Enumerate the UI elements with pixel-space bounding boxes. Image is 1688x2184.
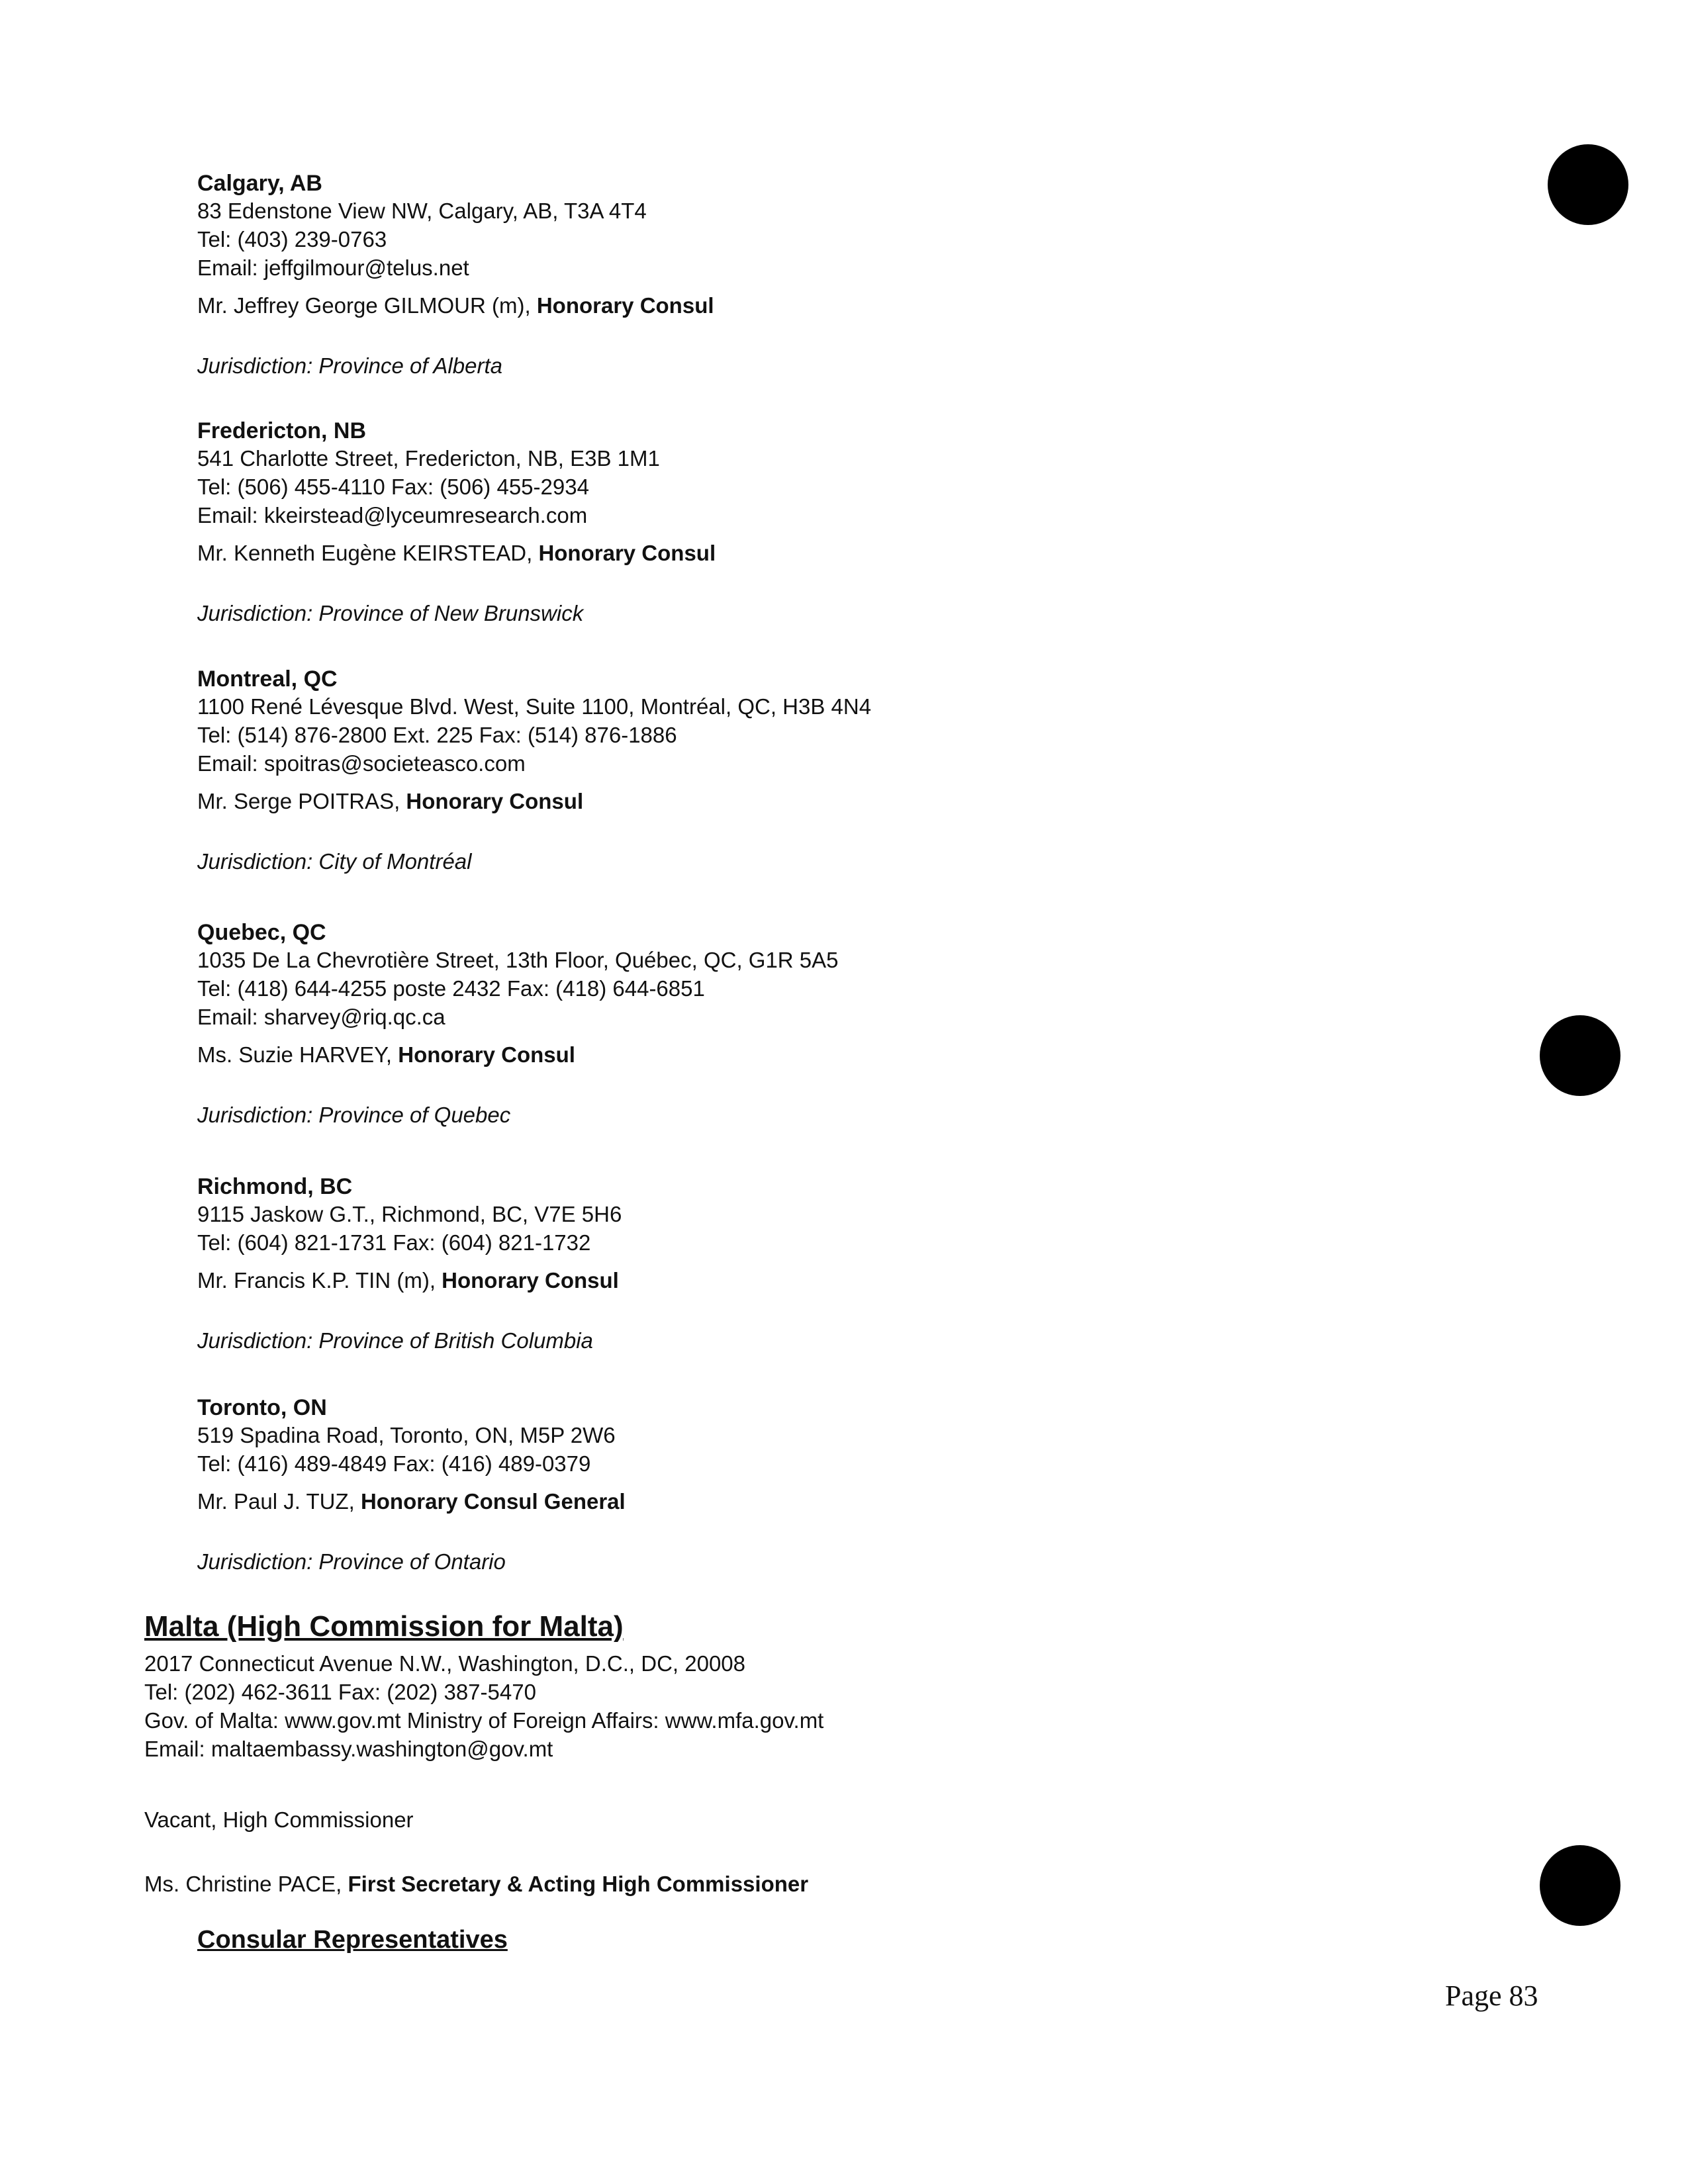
- consul-name: Mr. Jeffrey George GILMOUR (m),: [197, 293, 537, 318]
- pace-name: Ms. Christine PACE,: [144, 1872, 348, 1896]
- consul-title: Honorary Consul: [398, 1042, 575, 1067]
- consulate-entry: [197, 1173, 1323, 1355]
- page-number: Page 83: [1445, 1979, 1538, 2012]
- consul-person: [197, 1266, 1323, 1295]
- consul-person: [197, 1487, 1323, 1516]
- malta-phone: Tel: (202) 462-3611 Fax: (202) 387-5470: [144, 1680, 536, 1704]
- consulate-address: 519 Spadina Road, Toronto, ON, M5P 2W6: [197, 1423, 616, 1447]
- consul-person: [197, 1040, 1323, 1069]
- consulate-city: Richmond, BC: [197, 1174, 353, 1199]
- consul-jurisdiction: Jurisdiction: Province of New Brunswick: [197, 601, 584, 625]
- consul-name: Mr. Kenneth Eugène KEIRSTEAD,: [197, 541, 539, 565]
- consulate-phone: Tel: (604) 821-1731 Fax: (604) 821-1732: [197, 1230, 591, 1255]
- consul-person: [197, 291, 1323, 320]
- consulate-address: 541 Charlotte Street, Fredericton, NB, E3B 1M1: [197, 446, 660, 471]
- consul-person: [197, 539, 1323, 567]
- consulate-address: 83 Edenstone View NW, Calgary, AB, T3A 4T4: [197, 199, 647, 223]
- consulate-city: Quebec, QC: [197, 920, 326, 945]
- consul-jurisdiction: Jurisdiction: Province of Quebec: [197, 1103, 511, 1127]
- malta-section-title: Malta (High Commission for Malta): [144, 1610, 624, 1643]
- malta-address: 2017 Connecticut Avenue N.W., Washington, D.C., DC, 20008: [144, 1651, 745, 1676]
- malta-websites: Gov. of Malta: www.gov.mt Ministry of Foreign Affairs: www.mfa.gov.mt: [144, 1708, 824, 1733]
- consulate-city: Montreal, QC: [197, 666, 338, 692]
- malta-first-secretary: [144, 1870, 808, 1898]
- consulate-entry: [197, 418, 1323, 627]
- consulate-email: Email: sharvey@riq.qc.ca: [197, 1005, 445, 1029]
- consulate-address: 1100 René Lévesque Blvd. West, Suite 1100, Montréal, QC, H3B 4N4: [197, 694, 872, 719]
- consul-title: Honorary Consul: [442, 1268, 619, 1293]
- consulate-phone: Tel: (403) 239-0763: [197, 227, 387, 251]
- punch-hole-bottom: [1540, 1845, 1620, 1926]
- consulate-phone: Tel: (506) 455-4110 Fax: (506) 455-2934: [197, 475, 589, 499]
- consul-jurisdiction: Jurisdiction: Province of Alberta: [197, 353, 502, 378]
- consul-jurisdiction: Jurisdiction: Province of British Columbia: [197, 1328, 593, 1353]
- consul-jurisdiction: Jurisdiction: Province of Ontario: [197, 1549, 506, 1574]
- consul-jurisdiction: Jurisdiction: City of Montréal: [197, 849, 472, 874]
- consulate-entry: [197, 919, 1323, 1129]
- consul-name: Mr. Francis K.P. TIN (m),: [197, 1268, 442, 1293]
- consulate-address: 9115 Jaskow G.T., Richmond, BC, V7E 5H6: [197, 1202, 622, 1226]
- consul-person: [197, 787, 1323, 815]
- consulate-city: Toronto, ON: [197, 1395, 327, 1420]
- consulate-city: Fredericton, NB: [197, 418, 367, 443]
- consulate-entry: [197, 1394, 1323, 1576]
- consul-title: Honorary Consul: [406, 789, 584, 813]
- consul-title: Honorary Consul: [536, 293, 714, 318]
- consular-representatives-heading: Consular Representatives: [197, 1926, 508, 1954]
- consulate-entry: [197, 666, 1323, 876]
- punch-hole-middle: [1540, 1015, 1620, 1096]
- pace-title: First Secretary & Acting High Commissioner: [348, 1872, 809, 1896]
- malta-email: Email: maltaembassy.washington@gov.mt: [144, 1737, 553, 1761]
- consul-name: Mr. Serge POITRAS,: [197, 789, 406, 813]
- consulate-email: Email: jeffgilmour@telus.net: [197, 255, 469, 280]
- consulate-email: Email: kkeirstead@lyceumresearch.com: [197, 503, 588, 527]
- consul-title: Honorary Consul: [538, 541, 716, 565]
- consulate-phone: Tel: (514) 876-2800 Ext. 225 Fax: (514) 876-1886: [197, 723, 677, 747]
- consul-name: Mr. Paul J. TUZ,: [197, 1489, 361, 1514]
- malta-contact-block: [144, 1649, 1336, 1763]
- consul-name: Ms. Suzie HARVEY,: [197, 1042, 399, 1067]
- consulate-phone: Tel: (418) 644-4255 poste 2432 Fax: (418) 644-6851: [197, 976, 705, 1001]
- consulate-entry: [197, 170, 1323, 380]
- malta-high-commissioner: Vacant, High Commissioner: [144, 1807, 414, 1832]
- consulate-phone: Tel: (416) 489-4849 Fax: (416) 489-0379: [197, 1451, 591, 1476]
- consulate-email: Email: spoitras@societeasco.com: [197, 751, 526, 776]
- consulate-city: Calgary, AB: [197, 171, 322, 196]
- punch-hole-top: [1548, 144, 1628, 225]
- consul-title: Honorary Consul General: [360, 1489, 626, 1514]
- consulate-address: 1035 De La Chevrotière Street, 13th Floor, Québec, QC, G1R 5A5: [197, 948, 839, 972]
